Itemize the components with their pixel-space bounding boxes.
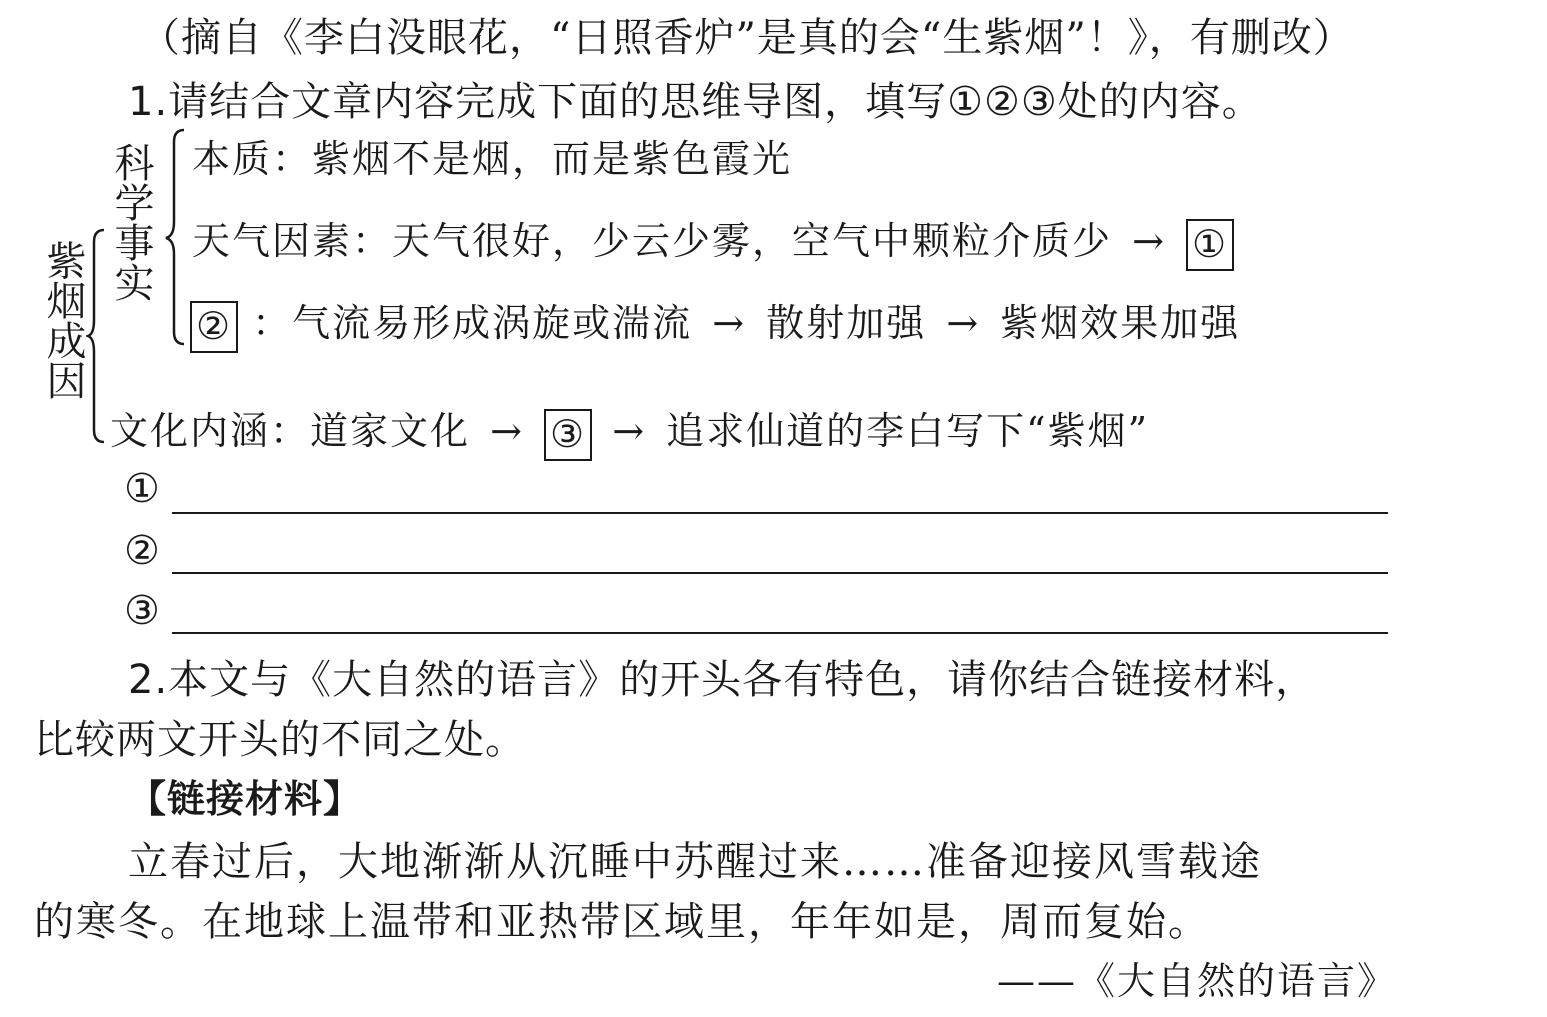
blank-3-box[interactable]: ③ — [544, 409, 592, 461]
question-2-prompt-line1: 2.本文与《大自然的语言》的开头各有特色，请你结合链接材料， — [128, 657, 1317, 703]
blank-2-box[interactable]: ② — [190, 301, 238, 353]
mind-map-essence: 本质：紫烟不是烟，而是紫色霞光 — [192, 137, 793, 181]
answer-label-1: ① — [124, 466, 160, 512]
terrain-step-effect: 紫烟效果加强 — [1000, 301, 1241, 345]
culture-end-text: 追求仙道的李白写下“紫烟” — [666, 409, 1150, 453]
blank-1-box[interactable]: ① — [1186, 219, 1234, 271]
answer-label-2: ② — [124, 528, 160, 574]
inner-brace — [162, 128, 188, 346]
arrow-icon: → — [1132, 219, 1166, 263]
link-material-title: 【链接材料】 — [128, 777, 363, 821]
mind-map-culture-row — [110, 400, 1149, 461]
question-1-prompt: 1.请结合文章内容完成下面的思维导图，填写①②③处的内容。 — [128, 79, 1263, 125]
arrow-icon: → — [612, 409, 647, 453]
weather-factor-text: 天气因素：天气很好，少云少雾，空气中颗粒介质少 — [192, 219, 1113, 263]
mind-map-branch-science: 科学事实 — [108, 142, 154, 302]
arrow-icon: → — [490, 409, 524, 453]
terrain-factor-text: ：气流易形成涡旋或湍流 — [252, 301, 693, 345]
answer-line-1[interactable] — [172, 512, 1388, 514]
outer-brace — [86, 228, 108, 444]
mind-map-root: 紫烟成因 — [40, 240, 86, 400]
link-material-line1: 立春过后，大地渐渐从沉睡中苏醒过来……准备迎接风雪载途 — [128, 839, 1262, 885]
arrow-icon: → — [946, 301, 981, 345]
mind-map-terrain-row — [190, 292, 1240, 353]
link-material-line2: 的寒冬。在地球上温带和亚热带区域里，年年如是，周而复始。 — [34, 899, 1210, 945]
terrain-step-scatter: 散射加强 — [766, 301, 927, 345]
answer-label-3: ③ — [124, 588, 160, 634]
answer-line-3[interactable] — [172, 632, 1388, 634]
culture-text: 文化内涵：道家文化 — [110, 409, 471, 453]
source-citation: （摘自《李白没眼花，“日照香炉”是真的会“生紫烟”！》，有删改） — [140, 15, 1354, 61]
mind-map-weather-row — [192, 210, 1234, 271]
question-2-prompt-line2: 比较两文开头的不同之处。 — [34, 717, 526, 763]
answer-line-2[interactable] — [172, 572, 1388, 574]
arrow-icon: → — [712, 301, 747, 345]
link-material-attribution: ——《大自然的语言》 — [996, 959, 1397, 1003]
